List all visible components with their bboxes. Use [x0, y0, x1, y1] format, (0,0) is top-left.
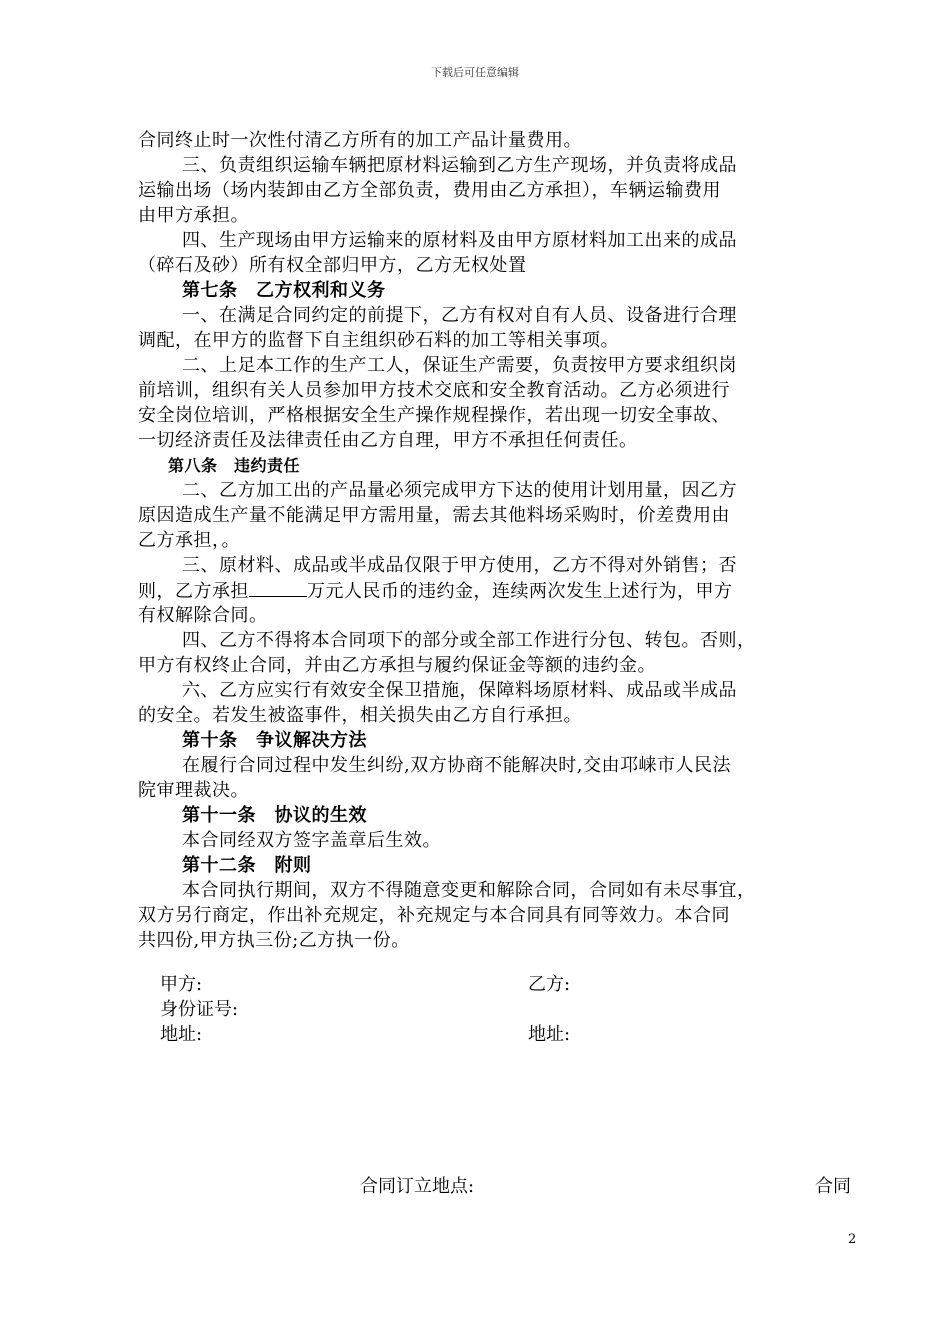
text-line: 调配，在甲方的监督下自主组织砂石料的加工等相关事项。 — [138, 330, 619, 351]
text-line: 三、负责组织运输车辆把原材料运输到乙方生产现场，并负责将成品 — [182, 155, 737, 176]
party-a-label: 甲方: — [160, 974, 203, 995]
article-heading: 第十二条 附则 — [182, 855, 312, 876]
text-line: 共四份,甲方执三份;乙方执一份。 — [138, 930, 410, 951]
text-line: 双方另行商定，作出补充规定，补充规定与本合同具有同等效力。本合同 — [138, 905, 730, 926]
page-number: 2 — [848, 1232, 857, 1247]
contract-place-label: 合同订立地点: — [360, 1176, 475, 1197]
contract-body — [138, 128, 858, 953]
text-line: 甲方有权终止合同，并由乙方承担与履约保证金等额的违约金。 — [138, 655, 656, 676]
text-line: 运输出场（场内装卸由乙方全部负责，费用由乙方承担），车辆运输费用 — [138, 180, 721, 201]
contract-label: 合同 — [815, 1176, 851, 1197]
text-line: 一切经济责任及法律责任由乙方自理，甲方不承担任何责任。 — [138, 430, 638, 451]
text-line: 的安全。若发生被盗事件，相关损失由乙方自行承担。 — [138, 705, 582, 726]
article-heading: 第十条 争议解决方法 — [182, 730, 367, 751]
text-line: 二、上足本工作的生产工人，保证生产需要，负责按甲方要求组织岗 — [182, 355, 737, 376]
party-b-label: 乙方: — [528, 974, 571, 995]
text-line: 本合同执行期间，双方不得随意变更和解除合同，合同如有未尽事宜， — [182, 880, 756, 901]
fill-in-blank — [249, 578, 307, 597]
article-heading: 第十一条 协议的生效 — [182, 805, 367, 826]
article-heading: 第七条 乙方权利和义务 — [182, 280, 386, 301]
text-line: 三、原材料、成品或半成品仅限于甲方使用，乙方不得对外销售；否 — [182, 555, 737, 576]
party-b-address-label: 地址: — [528, 1024, 571, 1045]
text-line: 合同终止时一次性付清乙方所有的加工产品计量费用。 — [138, 130, 582, 151]
line-text-before: 则，乙方承担 — [138, 581, 249, 602]
article-heading: 第八条 违约责任 — [168, 456, 301, 475]
text-line: 在履行合同过程中发生纠纷,双方协商不能解决时,交由邛崃市人民法 — [182, 755, 731, 776]
page-header: 下载后可任意编辑 — [431, 66, 519, 79]
text-line: 本合同经双方签字盖章后生效。 — [182, 830, 441, 851]
id-number-label: 身份证号: — [160, 999, 239, 1020]
text-line: （碎石及砂）所有权全部归甲方，乙方无权处置 — [138, 255, 527, 276]
text-line: 院审理裁决。 — [138, 780, 249, 801]
text-line: 乙方承担，。 — [138, 530, 240, 551]
text-line: 由甲方承担。 — [138, 205, 249, 226]
party-a-address-label: 地址: — [160, 1024, 203, 1045]
text-line: 安全岗位培训，严格根据安全生产操作规程操作，若出现一切安全事故、 — [138, 405, 730, 426]
text-line: 六、乙方应实行有效安全保卫措施，保障料场原材料、成品或半成品 — [182, 680, 737, 701]
text-line: 有权解除合同。 — [138, 605, 268, 626]
text-line: 二、乙方加工出的产品量必须完成甲方下达的使用计划用量，因乙方 — [182, 480, 737, 501]
text-line: 前培训，组织有关人员参加甲方技术交底和安全教育活动。乙方必须进行 — [138, 380, 730, 401]
text-line: 四、生产现场由甲方运输来的原材料及由甲方原材料加工出来的成品 — [182, 230, 737, 251]
text-line: 一、在满足合同约定的前提下，乙方有权对自有人员、设备进行合理 — [182, 305, 737, 326]
text-line: 四、乙方不得将本合同项下的部分或全部工作进行分包、转包。否则， — [182, 630, 756, 651]
text-line: 原因造成生产量不能满足甲方需用量，需去其他料场采购时，价差费用由 — [138, 505, 730, 526]
line-text-after: 万元人民币的违约金，连续两次发生上述行为，甲方 — [307, 581, 733, 602]
text-line-with-blank — [138, 578, 858, 603]
